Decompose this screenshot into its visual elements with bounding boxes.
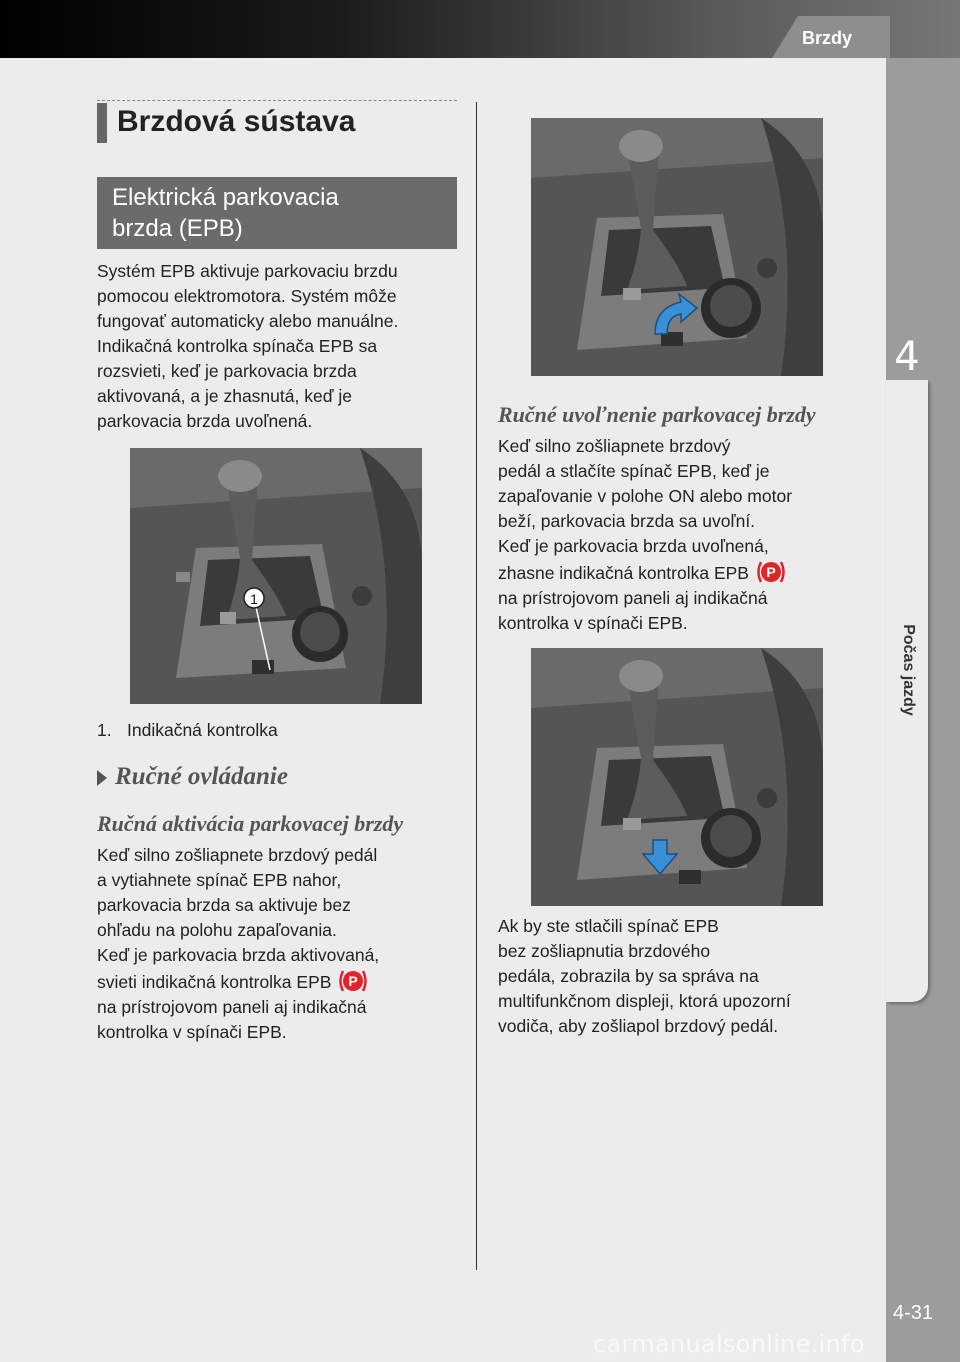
release-heading: Ručné uvoľnenie parkovacej brzdy <box>498 402 816 427</box>
activation-line: Keď silno zošliapnete brzdový pedál <box>97 845 378 865</box>
column-divider <box>476 102 477 1270</box>
release-line <box>498 559 858 586</box>
manual-control-heading-text: Ručné ovládanie <box>115 763 288 790</box>
release-line: na prístrojovom paneli aj indikačná <box>498 588 768 608</box>
figure-callout: 1 <box>250 591 258 607</box>
activation-paragraph <box>97 843 457 1045</box>
activation-line-text: svieti indikačná kontrolka EPB <box>97 972 332 992</box>
intro-line: fungovať automaticky alebo manuálne. <box>97 311 399 331</box>
activation-line: Keď je parkovacia brzda aktivovaná, <box>97 945 380 965</box>
subsection-title-line: brzda (EPB) <box>112 215 243 242</box>
figure-caption <box>97 718 457 743</box>
subsection-box <box>97 177 457 249</box>
intro-line: Indikačná kontrolka spínača EPB sa <box>97 336 378 356</box>
activation-line: na prístrojovom paneli aj indikačná <box>97 997 367 1017</box>
heading-marker-icon <box>97 770 107 786</box>
release-line: zapaľovanie v polohe ON alebo motor <box>498 486 793 506</box>
section-title <box>97 100 457 149</box>
release-line: pedál a stlačíte spínač EPB, keď je <box>498 461 770 481</box>
chapter-number: 4 <box>894 334 920 380</box>
activation-line <box>97 968 457 995</box>
watermark: carmanualsonline.info <box>593 1330 865 1358</box>
release-line: kontrolka v spínači EPB. <box>498 613 688 633</box>
manual-control-heading <box>97 763 457 791</box>
epb-indicator-icon <box>336 968 370 994</box>
release-line: beží, parkovacia brzda sa uvoľní. <box>498 511 756 531</box>
epb-switch-photo <box>130 448 422 704</box>
svg-text:P: P <box>766 564 776 580</box>
caption-number: 1. <box>97 720 112 740</box>
intro-paragraph <box>97 259 457 434</box>
left-column <box>97 100 457 1045</box>
activation-line: parkovacia brzda sa aktivuje bez <box>97 895 351 915</box>
release-paragraph <box>498 434 858 636</box>
release-line-text: zhasne indikačná kontrolka EPB <box>498 563 749 583</box>
release-line: Keď silno zošliapnete brzdový <box>498 436 731 456</box>
page-number: 4-31 <box>893 1302 934 1324</box>
epb-push-photo <box>531 648 823 906</box>
intro-line: rozsvieti, keď je parkovacia brzda <box>97 361 357 381</box>
warning-line: Ak by ste stlačili spínač EPB <box>498 916 719 936</box>
subsection-title-line: Elektrická parkovacia <box>112 184 339 211</box>
chapter-title-wrap <box>878 624 938 716</box>
activation-line: ohľadu na polohu zapaľovania. <box>97 920 337 940</box>
warning-line: bez zošliapnutia brzdového <box>498 941 711 961</box>
intro-line: aktivovaná, a je zhasnutá, keď je <box>97 386 352 406</box>
caption-text: Indikačná kontrolka <box>127 720 278 740</box>
activation-line: a vytiahnete spínač EPB nahor, <box>97 870 342 890</box>
warning-paragraph <box>498 914 858 1039</box>
page-title: Brzdová sústava <box>117 105 356 138</box>
intro-line: pomocou elektromotora. Systém môže <box>97 286 397 306</box>
svg-text:P: P <box>348 973 358 989</box>
title-bar <box>97 103 107 143</box>
warning-line: vodiča, aby zošliapol brzdový pedál. <box>498 1016 779 1036</box>
section-name: Brzdy <box>801 28 852 48</box>
intro-line: parkovacia brzda uvoľnená. <box>97 411 313 431</box>
intro-line: Systém EPB aktivuje parkovaciu brzdu <box>97 261 398 281</box>
chapter-title: Počas jazdy <box>900 624 918 716</box>
release-line: Keď je parkovacia brzda uvoľnená, <box>498 536 769 556</box>
warning-line: pedála, zobrazila by sa správa na <box>498 966 759 986</box>
warning-line: multifunkčnom displeji, ktorá upozorní <box>498 991 791 1011</box>
epb-indicator-icon <box>754 559 788 585</box>
epb-pull-photo <box>531 118 823 376</box>
activation-line: kontrolka v spínači EPB. <box>97 1022 287 1042</box>
activation-heading: Ručná aktivácia parkovacej brzdy <box>97 811 404 836</box>
right-column <box>498 100 858 1039</box>
